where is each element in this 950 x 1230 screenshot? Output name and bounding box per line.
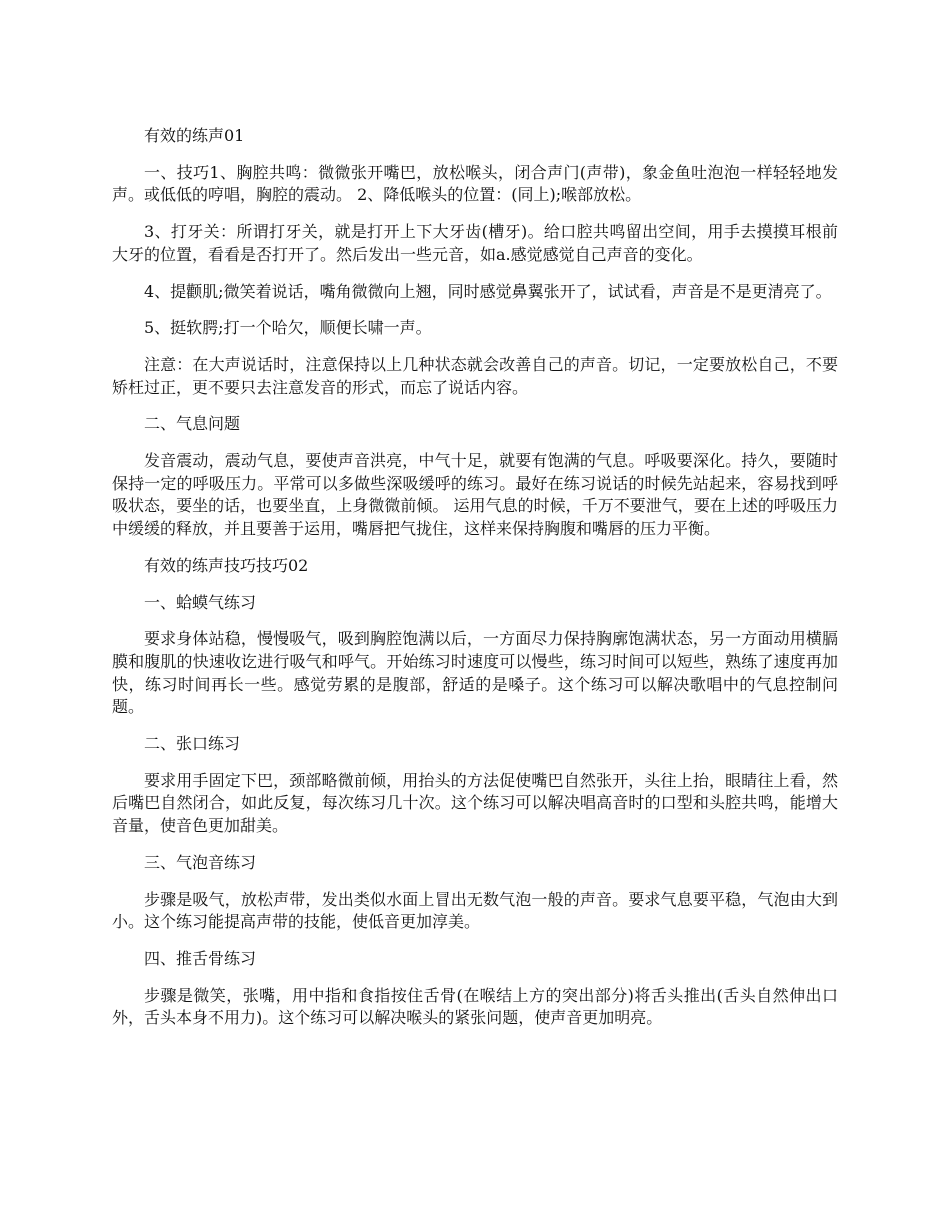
section-title-01: 有效的练声01: [144, 126, 245, 145]
paragraph-chest-resonance: 一、技巧1、胸腔共鸣：微微张开嘴巴，放松喉头，闭合声门(声带)，象金鱼吐泡泡一样轻轻地发声。或低低的哼唱，胸腔的震动。 2、降低喉头的位置：(同上);喉部放松。: [112, 162, 838, 205]
paragraph-mouth-open: 要求用手固定下巴，颈部略微前倾，用抬头的方法促使嘴巴自然张开，头往上抬，眼睛往上看，然后嘴巴自然闭合，如此反复，每次练习几十次。这个练习可以解决唱高音时的口型和头腔共鸣，能增大音量，使音色更加甜美。: [112, 770, 838, 836]
paragraph-breath: 发音震动，震动气息，要使声音洪亮，中气十足，就要有饱满的气息。呼吸要深化。持久，要随时保持一定的呼吸压力。平常可以多做些深吸缓呼的练习。最好在练习说话的时候先站起来，容易找到呼吸状态，要坐的话，也要坐直，上身微微前倾。 运用气息的时候，千万不要泄气，要在上述的呼吸压力中缓缓的释放，并且要善于运用，嘴唇把气拢住，这样来保持胸腹和嘴唇的压力平衡。: [112, 451, 838, 539]
heading-mouth-open: 二、张口练习: [144, 734, 241, 754]
section-title-02: 有效的练声技巧技巧02: [144, 555, 309, 575]
heading-vocal-fry: 三、气泡音练习: [144, 852, 257, 872]
paragraph-cheek-muscle: 4、提颧肌;微笑着说话，嘴角微微向上翘，同时感觉鼻翼张开了，试试看，声音是不是更清亮了。: [144, 281, 832, 301]
paragraph-open-jaw: 3、打牙关：所谓打牙关，就是打开上下大牙齿(槽牙)。给口腔共鸣留出空间，用手去摸摸耳根前大牙的位置，看看是否打开了。然后发出一些元音，如a.感觉感觉自己声音的变化。: [112, 222, 838, 264]
heading-breath-problem: 二、气息问题: [144, 414, 241, 434]
paragraph-vocal-fry: 步骤是吸气，放松声带，发出类似水面上冒出无数气泡一般的声音。要求气息要平稳，气泡由大到小。这个练习能提高声带的技能，使低音更加淳美。: [112, 889, 838, 932]
paragraph-hyoid-push: 步骤是微笑，张嘴，用中指和食指按住舌骨(在喉结上方的突出部分)将舌头推出(舌头自然伸出口外，舌头本身不用力)。这个练习可以解决喉头的紧张问题，使声音更加明亮。: [112, 985, 838, 1028]
heading-hyoid-push: 四、推舌骨练习: [144, 948, 257, 968]
paragraph-soft-palate: 5、挺软腭;打一个哈欠，顺便长啸一声。: [144, 318, 432, 338]
heading-toad-breath: 一、蛤蟆气练习: [144, 592, 257, 612]
paragraph-toad-breath: 要求身体站稳，慢慢吸气，吸到胸腔饱满以后，一方面尽力保持胸廓饱满状态，另一方面动用横膈膜和腹肌的快速收讫进行吸气和呼气。开始练习时速度可以慢些，练习时间可以短些，熟练了速度再加快，练习时间再长一些。感觉劳累的是腹部，舒适的是嗓子。这个练习可以解决歌唱中的气息控制问题。: [112, 629, 838, 717]
paragraph-note: 注意：在大声说话时，注意保持以上几种状态就会改善自己的声音。切记，一定要放松自己，不要矫枉过正，更不要只去注意发音的形式，而忘了说话内容。: [112, 354, 838, 397]
document-body: [112, 125, 838, 1044]
